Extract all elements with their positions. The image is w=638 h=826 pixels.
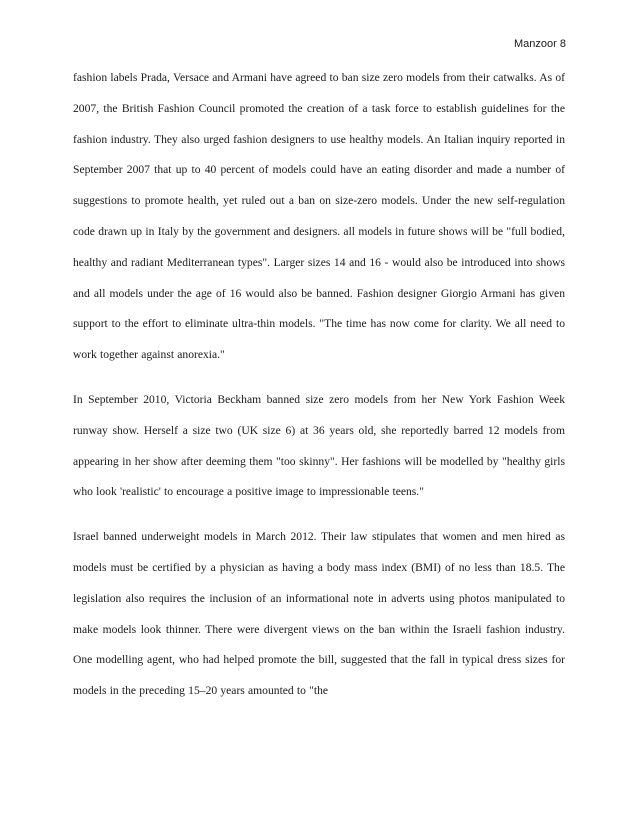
- running-head: Manzoor 8: [514, 38, 566, 50]
- paragraph-fashion-labels: fashion labels Prada, Versace and Armani have agreed to ban size zero models from their catwalks. As of 2007, the British Fashion Council promoted the creation of a task force to establish guidelines for the fashion industry. They also urged fashion designers to use healthy models. An Italian inquiry reported in September 2007 that up to 40 percent of models could have an eating disorder and made a number of suggestions to promote health, yet ruled out a ban on size-zero models. Under the new self-regulation code drawn up in Italy by the government and designers. all models in future shows will be "full bodied, healthy and radiant Mediterranean types". Larger sizes 14 and 16 - would also be introduced into shows and all models under the age of 16 would also be banned. Fashion designer Giorgio Armani has given support to the effort to eliminate ultra-thin models. "The time has now come for clarity. We all need to work together against anorexia.": [73, 71, 565, 362]
- body-text: [73, 63, 565, 707]
- paragraph-victoria-beckham: In September 2010, Victoria Beckham banned size zero models from her New York Fashion Week runway show. Herself a size two (UK size 6) at 36 years old, she reportedly barred 12 models from appearing in her show after deeming them "too skinny". Her fashions will be modelled by "healthy girls who look 'realistic' to encourage a positive image to impressionable teens.": [73, 392, 565, 499]
- paragraph-israel-ban: Israel banned underweight models in March 2012. Their law stipulates that women and men hired as models must be certified by a physician as having a body mass index (BMI) of no less than 18.5. The legislation also requires the inclusion of an informational note in adverts using photos manipulated to make models look thinner. There were divergent views on the ban within the Israeli fashion industry. One modelling agent, who had helped promote the bill, suggested that the fall in typical dress sizes for models in the preceding 15–20 years amounted to "the: [73, 530, 565, 698]
